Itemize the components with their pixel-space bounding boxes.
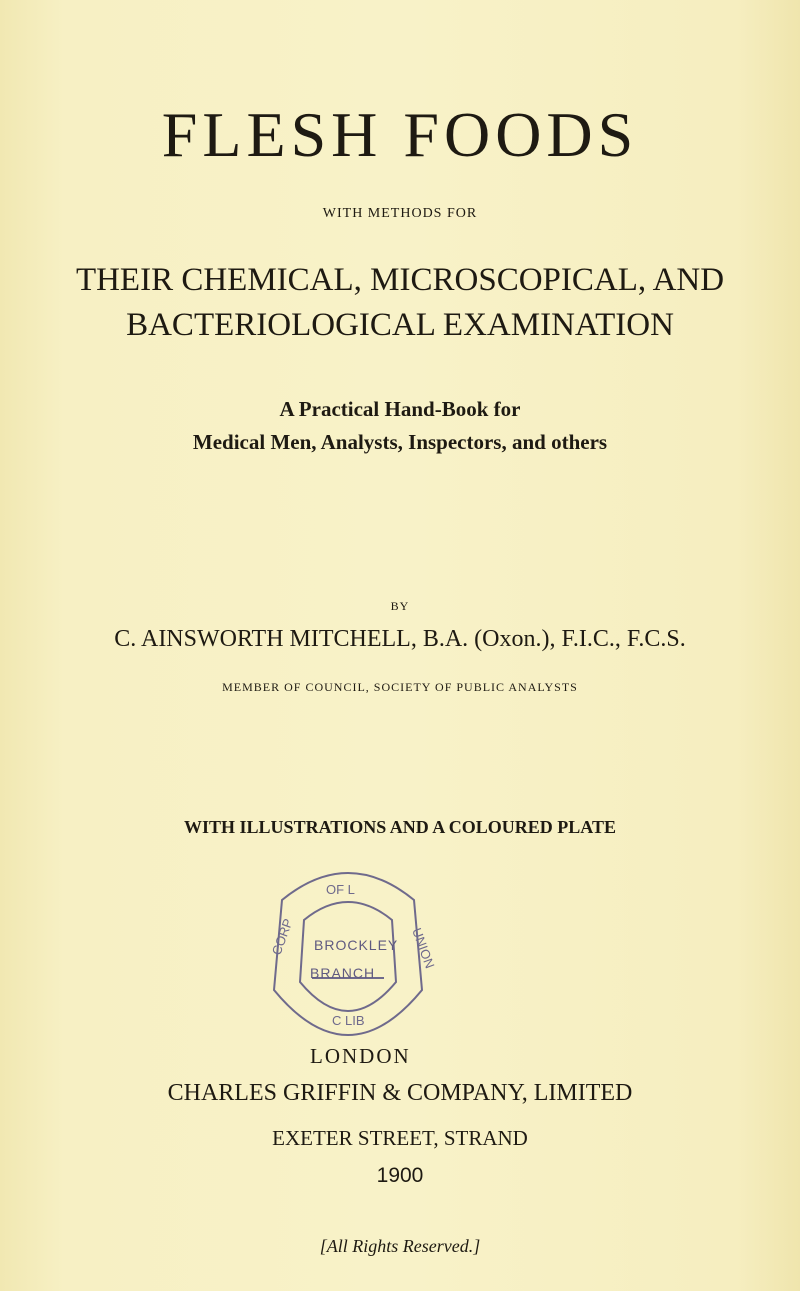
by-line: BY (390, 599, 410, 613)
subtitle-line-2: BACTERIOLOGICAL EXAMINATION (126, 307, 674, 343)
description-line-1: A Practical Hand-Book for (279, 397, 521, 421)
publication-year: 1900 (376, 1164, 424, 1187)
library-stamp (262, 860, 438, 1070)
svg-text:C LIB: C LIB (332, 1013, 365, 1028)
author-membership: MEMBER OF COUNCIL, SOCIETY OF PUBLIC ANALYSTS (222, 680, 578, 694)
rights-notice (0, 1236, 800, 1257)
publisher-name: CHARLES GRIFFIN & COMPANY, LIMITED (167, 1080, 633, 1106)
author-name: C. AINSWORTH MITCHELL, B.A. (Oxon.), F.I.C., F.C.S. (114, 626, 686, 652)
subtitle-line-1: THEIR CHEMICAL, MICROSCOPICAL, AND (75, 262, 725, 298)
publisher-address: EXETER STREET, STRAND (272, 1126, 528, 1150)
with-methods-line: WITH METHODS FOR (322, 206, 478, 221)
description-line-2: Medical Men, Analysts, Inspectors, and others (192, 430, 608, 454)
svg-text:CORP: CORP (268, 916, 296, 958)
book-title: FLESH FOODS (161, 99, 639, 170)
stamp-line-2: BRANCH (310, 965, 376, 981)
illustrations-note: WITH ILLUSTRATIONS AND A COLOURED PLATE (184, 817, 616, 837)
imprint-city: LONDON (310, 1044, 411, 1068)
svg-text:OF L: OF L (326, 882, 355, 897)
stamp-line-1: BROCKLEY (314, 937, 399, 953)
svg-text:UNION: UNION (409, 925, 438, 971)
rights-text: [All Rights Reserved.] (319, 1236, 481, 1256)
